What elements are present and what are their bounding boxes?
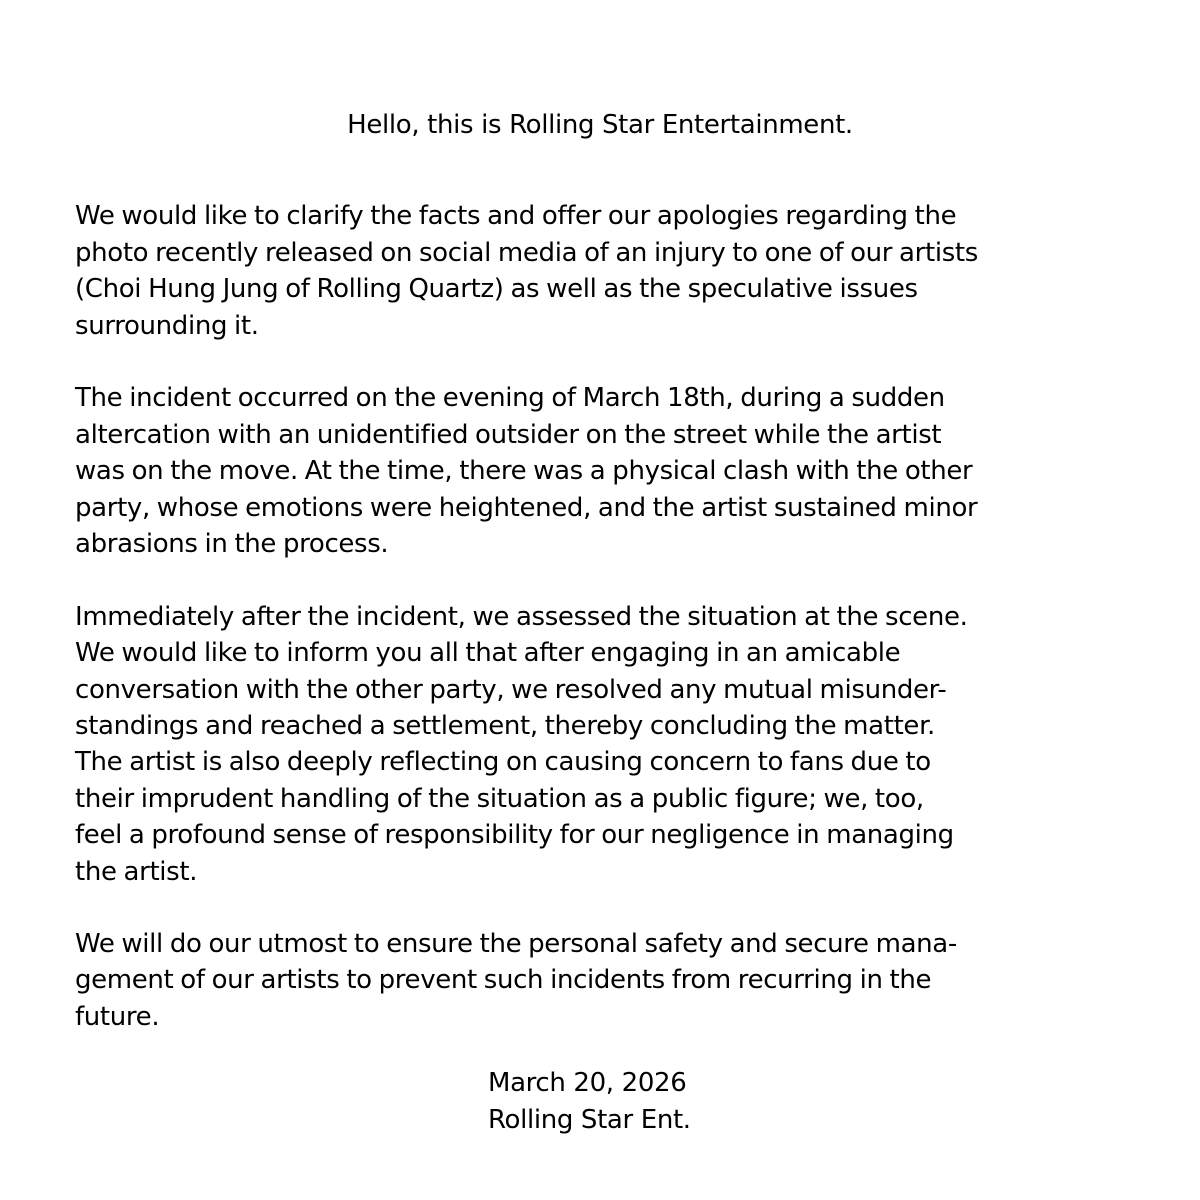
paragraph-1-line-1: We would like to clarify the facts and offer our apologies regarding the bbox=[75, 201, 957, 231]
paragraph-4-line-3: future. bbox=[75, 1002, 160, 1032]
paragraph-4-line-1: We will do our utmost to ensure the personal safety and secure mana- bbox=[75, 929, 957, 959]
paragraph-1-line-3: (Choi Hung Jung of Rolling Quartz) as well as the speculative issues bbox=[75, 274, 918, 304]
paragraph-4-line-2: gement of our artists to prevent such incidents from recurring in the bbox=[75, 965, 932, 995]
greeting-line: Hello, this is Rolling Star Entertainment. bbox=[347, 110, 853, 140]
paragraph-2-line-4: party, whose emotions were heightened, and the artist sustained minor bbox=[75, 493, 978, 523]
signature-company: Rolling Star Ent. bbox=[488, 1105, 691, 1135]
paragraph-2-line-1: The incident occurred on the evening of March 18th, during a sudden bbox=[75, 383, 945, 413]
paragraph-2-line-2: altercation with an unidentified outsider on the street while the artist bbox=[75, 420, 942, 450]
paragraph-3-line-5: The artist is also deeply reflecting on causing concern to fans due to bbox=[75, 747, 931, 777]
paragraph-2-line-3: was on the move. At the time, there was a physical clash with the other bbox=[75, 456, 973, 486]
paragraph-3-line-4: standings and reached a settlement, thereby concluding the matter. bbox=[75, 711, 935, 741]
paragraph-1-line-2: photo recently released on social media of an injury to one of our artists bbox=[75, 238, 978, 268]
paragraph-3-line-6: their imprudent handling of the situation as a public figure; we, too, bbox=[75, 784, 924, 814]
signature-date: March 20, 2026 bbox=[488, 1068, 687, 1098]
paragraph-3-line-3: conversation with the other party, we resolved any mutual misunder- bbox=[75, 675, 947, 705]
paragraph-3-line-8: the artist. bbox=[75, 857, 198, 887]
paragraph-2-line-5: abrasions in the process. bbox=[75, 529, 389, 559]
paragraph-3-line-1: Immediately after the incident, we assessed the situation at the scene. bbox=[75, 602, 968, 632]
paragraph-1-line-4: surrounding it. bbox=[75, 311, 259, 341]
paragraph-3-line-7: feel a profound sense of responsibility for our negligence in managing bbox=[75, 820, 954, 850]
paragraph-3-line-2: We would like to inform you all that after engaging in an amicable bbox=[75, 638, 901, 668]
